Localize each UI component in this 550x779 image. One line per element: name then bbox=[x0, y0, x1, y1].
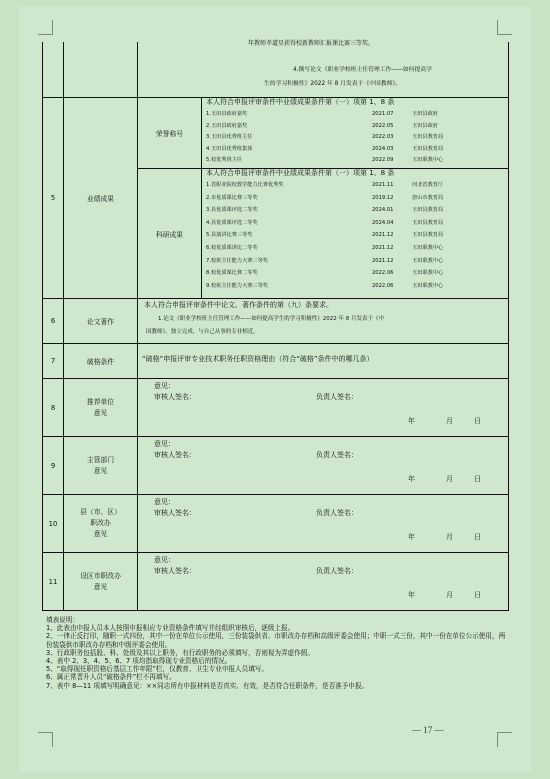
reviewer-signature-label: 审核人签名： bbox=[154, 393, 196, 401]
row-6-label: 论文著作 bbox=[64, 298, 138, 343]
note-item: 5、“取得现任职资格后基层工作年限”栏，仅教育、卫生专业申报人员填写。 bbox=[46, 665, 269, 674]
honor-item-text: 2.玉田县政府嘉奖 bbox=[206, 122, 248, 129]
opinion-row-label-line: 主管部门 bbox=[86, 455, 115, 464]
research-item-org: 玉田职教中心 bbox=[412, 245, 444, 251]
opinion-row-number: 11 bbox=[42, 552, 64, 610]
opinion-row-label bbox=[64, 494, 138, 552]
opinion-row-label-line: 推荐单位 bbox=[86, 397, 115, 406]
notes-title: 填表说明： bbox=[46, 616, 79, 624]
row-6-line-1: 1.论文《职业学校班主任管理工作——如何提高学生的学习积极性》2022 年 8 月发表于《中 bbox=[158, 316, 384, 322]
research-item-org: 玉田职教中心 bbox=[412, 282, 444, 289]
fill-instructions bbox=[46, 616, 506, 690]
honor-cell bbox=[202, 97, 509, 168]
opinion-label: 意见： bbox=[154, 556, 175, 564]
note-item: 1、此表由申报人员本人按照申报相应专业资格条件填写并经组织审核后，逐级上报。 bbox=[46, 624, 295, 633]
honor-header: 本人符合申报评审条件中业绩成果条件第（一）项第 1、8 条 bbox=[206, 98, 395, 106]
note-item: 6、属正常晋升人员“破格条件”栏不再填写。 bbox=[46, 673, 176, 682]
opinion-row-label bbox=[64, 436, 138, 494]
date-year: 年 bbox=[408, 591, 415, 599]
research-item-date: 2021.12 bbox=[372, 232, 394, 239]
honor-item-date: 2022.05 bbox=[372, 122, 394, 129]
research-item-org: 玉田县教育局 bbox=[412, 219, 444, 226]
row-7-content bbox=[138, 343, 509, 378]
honor-item-org: 玉田职教中心 bbox=[412, 157, 444, 164]
top-line-2: 4.撰写论文《职业学校班主任管理工作——如何提高学 bbox=[293, 67, 432, 73]
honor-item-org: 玉田县政府 bbox=[412, 111, 438, 117]
page-number: — 17 — bbox=[412, 725, 444, 735]
research-item-text: 2.市优质课比赛三等奖 bbox=[206, 194, 258, 201]
reviewer-signature-label: 审核人签名： bbox=[154, 451, 196, 459]
research-item-date: 2022.06 bbox=[372, 282, 394, 289]
research-item-org: 唐山市教育局 bbox=[412, 194, 444, 201]
table-bottom-line bbox=[42, 610, 509, 611]
honor-item-text: 3.玉田县优秀班主任 bbox=[206, 134, 253, 141]
honor-item-date: 2024.03 bbox=[372, 145, 394, 152]
row-5-label: 业绩成果 bbox=[64, 97, 138, 298]
honor-item-date: 2022.09 bbox=[372, 157, 394, 164]
date-year: 年 bbox=[408, 533, 415, 541]
research-item-date: 2024.04 bbox=[372, 219, 394, 226]
date-day: 日 bbox=[474, 417, 481, 425]
research-item-text: 7.校班主任能力大赛三等奖 bbox=[206, 257, 269, 264]
top-line-3: 生的学习积极性》2022 年 8 月发表于《中国教师》。 bbox=[264, 81, 402, 87]
opinion-row-label-line: 意见 bbox=[93, 582, 108, 591]
research-item-date: 2021.12 bbox=[372, 257, 394, 264]
top-line-1: 年教师孝道星获得校新教师汇报课比赛三等奖。 bbox=[248, 40, 375, 47]
date-day: 日 bbox=[474, 591, 481, 599]
honor-item-text: 1.玉田县政府嘉奖 bbox=[206, 111, 248, 117]
top-continuation-cell bbox=[138, 42, 509, 97]
responsible-signature-label: 负责人签名： bbox=[316, 567, 358, 575]
date-day: 日 bbox=[474, 475, 481, 483]
research-item-text: 9.校班主任能力大赛三等奖 bbox=[206, 282, 269, 289]
date-month: 月 bbox=[446, 591, 453, 599]
research-item-org: 玉田职教中心 bbox=[412, 270, 444, 277]
crop-mark-top-left bbox=[38, 20, 53, 35]
index-column-cont bbox=[42, 42, 64, 97]
research-label: 科研成果 bbox=[138, 168, 202, 298]
row-7-number: 7 bbox=[42, 343, 64, 378]
opinion-row-label-line: 意见 bbox=[93, 530, 108, 538]
research-item-text: 4.县优质课评选二等奖 bbox=[206, 219, 258, 226]
opinion-row-label-line: 意见 bbox=[93, 466, 108, 475]
honor-item-date: 2021.07 bbox=[372, 111, 394, 117]
research-item-date: 2019.12 bbox=[372, 194, 394, 201]
opinion-row-label-line: 意见 bbox=[93, 408, 108, 417]
label-column-cont bbox=[64, 42, 138, 97]
honor-item-date: 2022.03 bbox=[372, 134, 394, 141]
opinion-label: 意见： bbox=[154, 440, 175, 448]
honor-item-org: 玉田县政府 bbox=[412, 122, 438, 129]
date-month: 月 bbox=[446, 475, 453, 483]
opinion-row-content bbox=[138, 436, 509, 494]
date-month: 月 bbox=[446, 417, 453, 425]
responsible-signature-label: 负责人签名： bbox=[316, 393, 358, 401]
reviewer-signature-label: 审核人签名： bbox=[154, 509, 196, 517]
opinion-row-content bbox=[138, 378, 509, 436]
research-item-date: 2022.06 bbox=[372, 270, 394, 277]
research-item-date: 2021.11 bbox=[372, 182, 394, 188]
opinion-row-label-line: 县（市、区） bbox=[80, 508, 121, 516]
honor-label: 荣誉称号 bbox=[138, 97, 202, 168]
responsible-signature-label: 负责人签名： bbox=[316, 451, 358, 459]
date-day: 日 bbox=[474, 533, 481, 541]
note-item: 4、表中 2、3、4、5、6、7 项均指取得现专业资格后的情况。 bbox=[46, 657, 232, 666]
opinion-row-label-line: 职改办 bbox=[90, 519, 111, 527]
date-month: 月 bbox=[446, 533, 453, 541]
research-item-org: 玉田县教育局 bbox=[412, 207, 444, 214]
reviewer-signature-label: 审核人签名： bbox=[154, 567, 196, 575]
opinion-row-label bbox=[64, 552, 138, 610]
research-item-org: 河北省教育厅 bbox=[412, 182, 444, 188]
research-header: 本人符合申报评审条件中业绩成果条件第（一）项第 1、8 条 bbox=[206, 169, 395, 177]
research-item-org: 玉田职教中心 bbox=[412, 257, 444, 264]
opinion-row-content bbox=[138, 494, 509, 552]
research-item-text: 1.省职业院校教学能力比赛优秀奖 bbox=[206, 182, 284, 188]
opinion-row-content bbox=[138, 552, 509, 610]
crop-mark-bottom-left bbox=[38, 732, 53, 747]
row-6-header: 本人符合申报评审条件中论文、著作条件的第（九）条要求。 bbox=[144, 301, 333, 309]
honor-item-org: 玉田县教育局 bbox=[412, 145, 444, 152]
date-year: 年 bbox=[408, 475, 415, 483]
row-6-number: 6 bbox=[42, 298, 64, 343]
row-7-label: 破格条件 bbox=[64, 343, 138, 378]
note-item: 7、表中 8—11 项填写明确意见：××同志所有申报材料是否真实、有效，是否符合任职条件，是否准予申报。 bbox=[46, 681, 369, 690]
research-item-text: 6.校优质课讲比二等奖 bbox=[206, 245, 258, 251]
crop-mark-bottom-right bbox=[497, 732, 512, 747]
responsible-signature-label: 负责人签名： bbox=[316, 509, 358, 517]
row-5-number: 5 bbox=[42, 97, 64, 298]
opinion-row-number: 9 bbox=[42, 436, 64, 494]
opinion-row-number: 8 bbox=[42, 378, 64, 436]
opinion-label: 意见： bbox=[154, 382, 175, 390]
opinion-row-number: 10 bbox=[42, 494, 64, 552]
notes-list bbox=[46, 624, 506, 690]
note-item: 2、一律正反打印，随职一式四份，其中一份在单位公示使用，三份装袋供省、市职改办存档和高级评委会使用；中职一式三份，其中一份在单位公示使用，两份装袋供市职改办存档和中级评委会使用。 bbox=[46, 632, 506, 649]
research-item-date: 2021.12 bbox=[372, 245, 394, 251]
research-item-text: 8.校优质课比赛二等奖 bbox=[206, 270, 258, 277]
research-item-org: 玉田县教育局 bbox=[412, 232, 444, 239]
note-item: 3、行政职务包括股、科、处级及其以上职务，有行政职务的必须填写，否则视为弄虚作假。 bbox=[46, 648, 314, 657]
honor-item-text: 5.校优秀班主任 bbox=[206, 157, 243, 164]
opinion-row-label-line: 设区市职改办 bbox=[80, 571, 121, 580]
research-item-text: 3.县优质课评选二等奖 bbox=[206, 207, 258, 214]
row-6-line-2: 国教师》，独立完成，与自己从事的专业相近。 bbox=[146, 329, 259, 335]
honor-item-text: 4.玉田县优秀班集体 bbox=[206, 145, 253, 152]
research-item-text: 5.县演讲比赛三等奖 bbox=[206, 232, 253, 239]
row-7-text: “破格”申报评审专业技术职务任职资格理由（符合“破格”条件中的哪几条） bbox=[142, 355, 374, 363]
crop-mark-top-right bbox=[497, 20, 512, 35]
honor-item-org: 玉田县教育局 bbox=[412, 134, 444, 141]
research-item-date: 2024.01 bbox=[372, 207, 394, 214]
opinion-label: 意见： bbox=[154, 498, 175, 506]
application-table bbox=[42, 42, 509, 710]
opinion-row-label bbox=[64, 378, 138, 436]
research-cell bbox=[202, 168, 509, 298]
row-6-content bbox=[138, 298, 509, 343]
date-year: 年 bbox=[408, 417, 415, 425]
